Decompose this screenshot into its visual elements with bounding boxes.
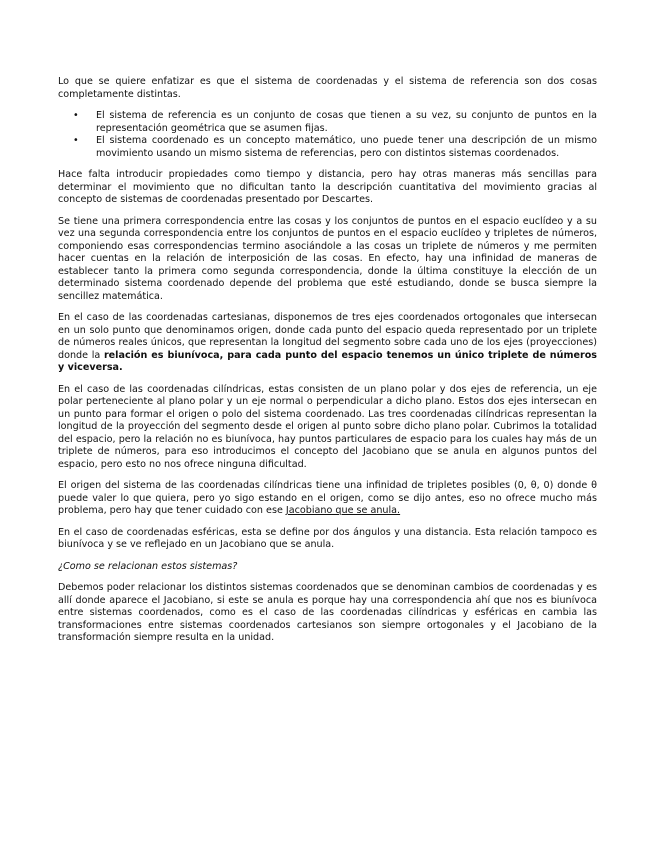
bullet-icon: • [73, 110, 79, 121]
paragraph-cartesian [58, 312, 597, 375]
paragraph-correspondence: Se tiene una primera correspondencia entre las cosas y los conjuntos de puntos en el espacio euclídeo y a su vez una segunda correspondencia entre los conjuntos de puntos en el espacio euclídeo y tripletes de números, componiendo esas correspondencias termino asociándole a las cosas un triplete de números y me permiten hacer cuentas en la relación de interposición de las cosas. En efecto, hay una infinidad de maneras de establecer tanto la primera como segunda correspondencia, donde la última constituye la elección de un determinado sistema coordenado depende del problema que esté estudiando, donde se busca siempre la sencillez matemática. [58, 215, 597, 302]
paragraph-jacobian: Debemos poder relacionar los distintos sistemas coordenados que se denominan cambios de coordenadas y es allí donde aparece el Jacobiano, si este se anula es porque hay una correspondencia ahí que nos es biunívoca entre sistemas coordenados, como es el caso de las coordenadas cilíndricas y esféricas en cambia las transformaciones entre sistemas coordenados cartesianos son siempre ortogonales y el Jacobiano de la transformación siempre resulta en la unidad. [58, 582, 597, 643]
paragraph-spherical: En el caso de coordenadas esféricas, esta se define por dos ángulos y una distancia. Esta relación tampoco es biunívoca y se ve reflejado en un Jacobiano que se anula. [58, 526, 597, 550]
jacobian-underlined-text: Jacobiano que se anula. [285, 505, 401, 516]
list-item-text: El sistema coordenado es un concepto matemático, uno puede tener una descripción de un mismo movimiento usando un mismo sistema de referencias, pero con distintos sistemas coordenados. [96, 135, 597, 159]
list-item-text: El sistema de referencia es un conjunto de cosas que tienen a su vez, su conjunto de puntos en la representación geométrica que se asumen fijas. [96, 110, 597, 134]
paragraph-descartes: Hace falta introducir propiedades como tiempo y distancia, pero hay otras maneras más sencillas para determinar el movimiento que no dificultan tanto la descripción cuantitativa del movimiento gracias al concepto de sistemas de coordenadas presentado por Descartes. [58, 169, 597, 205]
bullet-list [58, 110, 597, 160]
list-item [58, 135, 597, 160]
paragraph-origin [58, 480, 597, 518]
origin-text: El origen del sistema de las coordenadas cilíndricas tiene una infinidad de tripletes posibles (0, θ, 0) donde θ puede valer lo que quiera, pero yo sigo estando en el origen, como se dijo antes, eso no ofrece mucho más problema, pero hay que tener cuidado con ese [58, 480, 597, 516]
question-heading: ¿Como se relacionan estos sistemas? [58, 560, 238, 572]
paragraph-cylindrical: En el caso de las coordenadas cilíndricas, estas consisten de un plano polar y dos ejes de referencia, un eje polar perteneciente al plano polar y un eje normal o perpendicular a dicho plano. Estos dos ejes intersecan en un punto para formar el origen o polo del sistema coordenado. Las tres coordenadas cilíndricas representan la longitud de la proyección del segmento desde el origen al punto sobre dicho plano polar. Cubrimos la totalidad del espacio, pero la relación no es biunívoca, hay puntos particulares de espacio para los cuales hay más de un triplete de números, para eso introducimos el concepto del Jacobiano que se anula en algunos puntos del espacio, pero esto no nos ofrece ninguna dificultad. [58, 383, 597, 470]
document-page [58, 76, 597, 654]
bullet-icon: • [73, 135, 79, 146]
list-item [58, 110, 597, 135]
intro-paragraph: Lo que se quiere enfatizar es que el sistema de coordenadas y el sistema de referencia son dos cosas completamente distintas. [58, 76, 597, 100]
cartesian-text: En el caso de las coordenadas cartesianas, disponemos de tres ejes coordenados ortogonales que intersecan en un solo punto que denominamos origen, donde cada punto del espacio queda representado por un triplete de números reales únicos, que representan la longitud del segmento sobre cada uno de los ejes (proyecciones) donde la [58, 312, 597, 361]
cartesian-bold-text: relación es biunívoca, para cada punto del espacio tenemos un único triplete de números y viceversa. [58, 349, 597, 373]
